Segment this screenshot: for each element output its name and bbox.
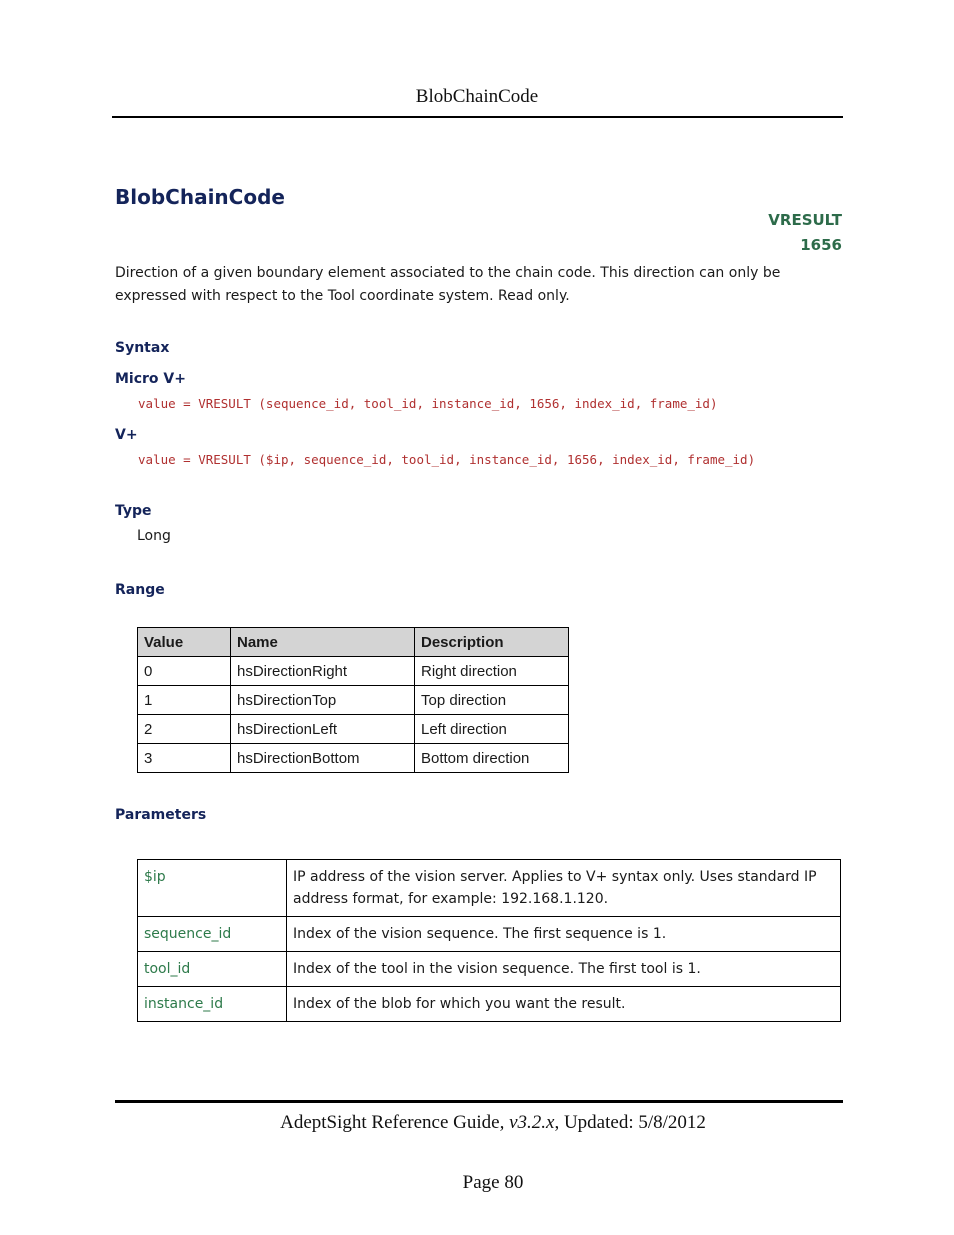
- parameters-heading: Parameters: [115, 807, 207, 823]
- table-row: [138, 657, 569, 686]
- footer-guide-line: [0, 1112, 954, 1134]
- table-row: [138, 917, 841, 952]
- range-col-name: Name: [231, 628, 415, 657]
- vplus-heading: V+: [115, 427, 138, 443]
- range-cell-name: hsDirectionRight: [231, 657, 415, 686]
- vresult-label: VRESULT: [768, 211, 842, 229]
- table-row: [138, 744, 569, 773]
- table-row: [138, 686, 569, 715]
- table-row: [138, 860, 841, 917]
- range-cell-value: 1: [138, 686, 231, 715]
- running-header: BlobChainCode: [415, 86, 539, 107]
- range-table: [137, 627, 569, 773]
- range-cell-description: Top direction: [415, 686, 569, 715]
- param-description: Index of the vision sequence. The first sequence is 1.: [287, 917, 841, 952]
- range-cell-description: Bottom direction: [415, 744, 569, 773]
- topic-title: BlobChainCode: [115, 185, 285, 209]
- param-description: Index of the blob for which you want the result.: [287, 987, 841, 1022]
- table-row: [138, 715, 569, 744]
- microv-heading: Micro V+: [115, 371, 186, 387]
- parameters-table: [137, 859, 841, 1022]
- table-row: [138, 952, 841, 987]
- param-name: instance_id: [138, 987, 287, 1022]
- syntax-heading: Syntax: [115, 340, 170, 356]
- range-cell-description: Left direction: [415, 715, 569, 744]
- footer-version: , v3.2.x: [499, 1112, 555, 1133]
- param-name: tool_id: [138, 952, 287, 987]
- topic-description: Direction of a given boundary element associated to the chain code. This direction can only be expressed with respect to the Tool coordinate system. Read only.: [115, 265, 781, 304]
- vresult-block: [768, 208, 842, 258]
- range-cell-name: hsDirectionBottom: [231, 744, 415, 773]
- range-header-row: [138, 628, 569, 657]
- range-cell-name: hsDirectionLeft: [231, 715, 415, 744]
- page-number: Page 80: [462, 1172, 524, 1193]
- range-col-value: Value: [138, 628, 231, 657]
- param-name: sequence_id: [138, 917, 287, 952]
- type-heading: Type: [115, 503, 152, 519]
- range-cell-description: Right direction: [415, 657, 569, 686]
- param-name: $ip: [138, 860, 287, 917]
- vplus-code: value = VRESULT ($ip, sequence_id, tool_id, instance_id, 1656, index_id, frame_id): [138, 452, 756, 467]
- footer-updated: , Updated: 5/8/2012: [554, 1112, 706, 1133]
- microv-code: value = VRESULT (sequence_id, tool_id, instance_id, 1656, index_id, frame_id): [138, 396, 718, 411]
- vresult-code: 1656: [800, 236, 842, 254]
- table-row: [138, 987, 841, 1022]
- param-description: Index of the tool in the vision sequence. The first tool is 1.: [287, 952, 841, 987]
- param-description: IP address of the vision server. Applies to V+ syntax only. Uses standard IP address format, for example: 192.168.1.120.: [287, 860, 841, 917]
- range-heading: Range: [115, 582, 165, 598]
- range-cell-value: 0: [138, 657, 231, 686]
- range-cell-value: 3: [138, 744, 231, 773]
- footer-rule: [115, 1100, 843, 1103]
- range-cell-value: 2: [138, 715, 231, 744]
- type-value: Long: [137, 528, 171, 544]
- header-rule: [112, 116, 843, 118]
- range-col-description: Description: [415, 628, 569, 657]
- footer-guide-name: AdeptSight Reference Guide: [280, 1112, 500, 1133]
- range-cell-name: hsDirectionTop: [231, 686, 415, 715]
